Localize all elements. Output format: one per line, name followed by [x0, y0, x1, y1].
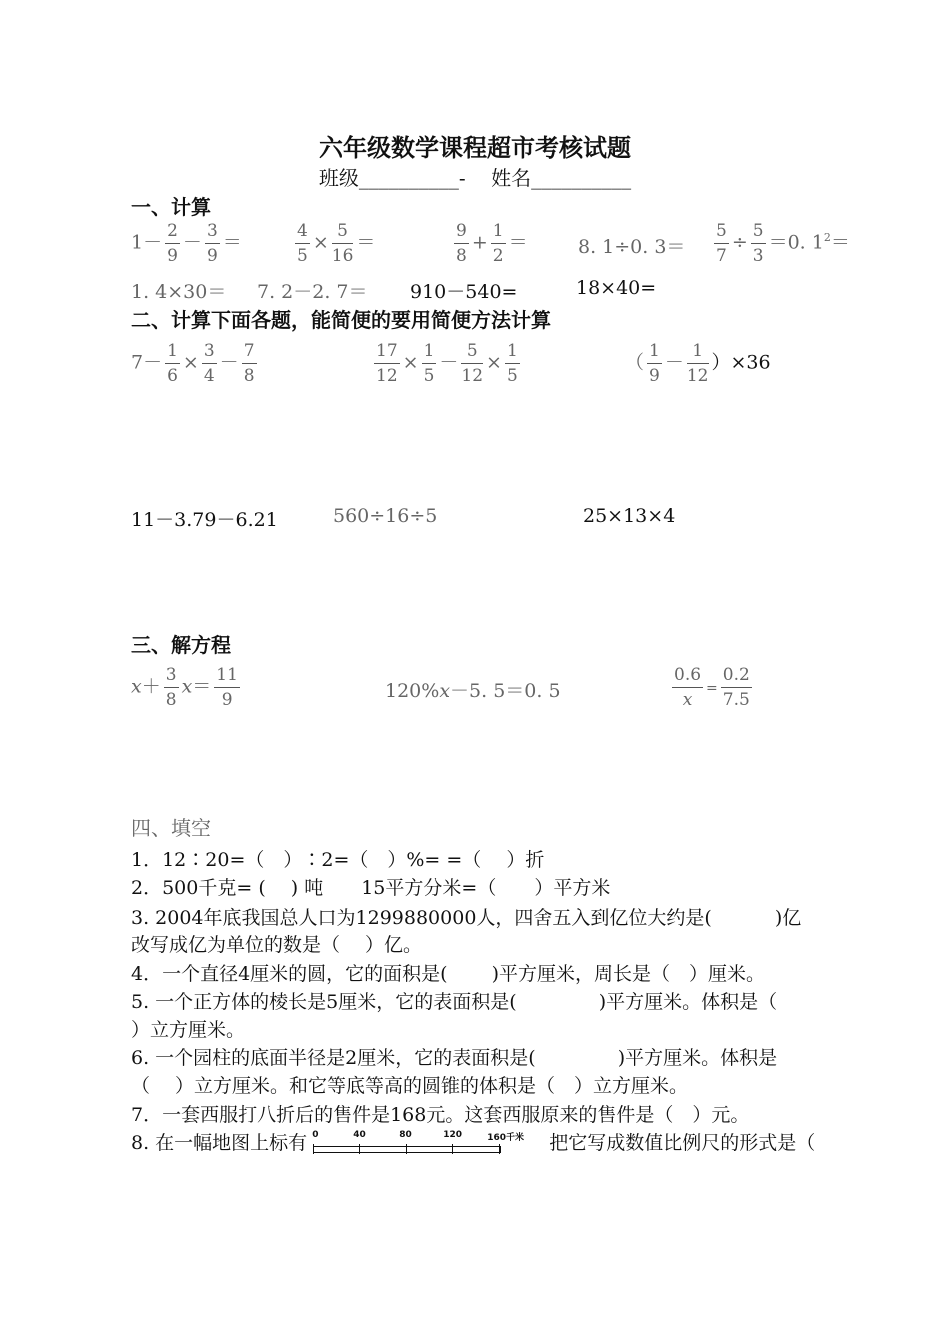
calc-expr-3: $\frac{9}{8}$ + $\frac{1}{2}$ ＝: [456, 221, 528, 266]
fill-item-4: 4．一个直径4厘米的圆，它的面积是( )平方厘米，周长是（ ）厘米。: [131, 963, 766, 985]
scale-label: 40: [353, 1130, 366, 1140]
fill-item-5: 5. 一个正方体的棱长是5厘米，它的表面积是( )平方厘米。体积是（: [131, 991, 778, 1013]
simplify-expr-5: 560÷16÷5: [333, 505, 438, 527]
fraction: $\frac{3}{8}$: [165, 665, 177, 710]
simplify-expr-2: $\frac{17}{12}$ × $\frac{1}{5}$ － $\frac{5}{12}$ × $\frac{1}{5}$: [376, 341, 518, 386]
calc-expr-1: 1－ $\frac{2}{9}$ － $\frac{3}{9}$ ＝: [131, 221, 242, 266]
fraction: $\frac{2}{9}$: [167, 221, 178, 266]
fill-item-1: 1．12∶20=（ ）∶2=（ ）%= =（ ）折: [131, 849, 545, 871]
section1-heading: 一、计算: [131, 195, 211, 219]
fraction: $\frac{3}{9}$: [206, 221, 218, 266]
fraction: $\frac{1}{12}$: [686, 341, 709, 386]
scale-bar-line: [313, 1146, 501, 1153]
fraction: $\frac{1}{2}$: [492, 221, 504, 266]
fill-item-2: 2．500千克= ( ) 吨 15平方分米=（ ）平方米: [131, 877, 611, 899]
calc-expr-7: 7. 2－2. 7＝: [257, 281, 368, 303]
name-blank: __________: [531, 166, 632, 190]
calc-expr-4: 8. 1÷0. 3＝: [578, 236, 686, 258]
fill-item-3: 3. 2004年底我国总人口为1299880000人，四舍五入到亿位大约是( )亿: [131, 907, 802, 929]
fraction: $\frac{7}{8}$: [243, 341, 255, 386]
simplify-expr-4: 11－3.79－6.21: [131, 509, 278, 531]
calc-expr-6: 1. 4×30＝: [131, 281, 227, 303]
student-info-line: [0, 162, 950, 191]
fill-item-6-cont: （ ）立方厘米。和它等底等高的圆锥的体积是（ ）立方厘米。: [131, 1075, 689, 1097]
scale-label: 80: [399, 1130, 412, 1140]
fraction: $\frac{1}{9}$: [649, 341, 660, 386]
calc-expr-8: 910－540=: [410, 281, 518, 303]
fraction: $\frac{0.2}{7.5}$: [722, 665, 750, 710]
fraction: $\frac{3}{4}$: [203, 341, 215, 386]
scale-label: 160千米: [487, 1133, 525, 1143]
page-title: 六年级数学课程超市考核试题: [319, 133, 631, 162]
class-label: 班级: [318, 166, 359, 190]
equation-1: x＋ $\frac{3}{8}$ x＝ $\frac{11}{9}$: [131, 665, 238, 710]
fraction: $\frac{4}{5}$: [297, 221, 308, 266]
section4-heading: 四、填空: [131, 816, 211, 840]
fraction: $\frac{17}{12}$: [376, 341, 398, 386]
scale-label: 0: [312, 1130, 319, 1140]
fraction: $\frac{5}{7}$: [716, 221, 727, 266]
calc-expr-5: $\frac{5}{7}$ ÷ $\frac{5}{3}$ ＝0. $1^2=$: [716, 221, 850, 266]
section3-heading: 三、解方程: [131, 633, 231, 657]
fraction: $\frac{0.6}{x}$: [674, 665, 702, 710]
fill-item-8: 8. 在一幅地图上标有 0 40 80 120 160千米 把它写成数值比例尺的形式是（: [131, 1130, 816, 1154]
fraction: $\frac{11}{9}$: [216, 665, 238, 710]
simplify-expr-3: （ $\frac{1}{9}$ － $\frac{1}{12}$ ）×36: [625, 341, 771, 386]
fraction: $\frac{5}{3}$: [752, 221, 764, 266]
class-blank: __________-: [358, 166, 466, 190]
scale-label: 120: [443, 1130, 463, 1140]
fill-item-7: 7．一套西服打八折后的售件是168元。这套西服原来的售件是（ ）元。: [131, 1104, 750, 1126]
fraction: $\frac{5}{16}$: [331, 221, 354, 266]
calc-expr-2: $\frac{4}{5}$ × $\frac{5}{16}$ ＝: [297, 221, 376, 266]
map-scale-bar: [313, 1132, 543, 1156]
fill-item-6: 6. 一个园柱的底面半径是2厘米，它的表面积是( )平方厘米。体积是: [131, 1047, 778, 1069]
equation-3: $\frac{0.6}{x}$ = $\frac{0.2}{7.5}$: [674, 665, 750, 710]
name-label: 姓名: [491, 166, 532, 190]
fraction: $\frac{5}{12}$: [461, 341, 484, 386]
fraction: $\frac{9}{8}$: [456, 221, 467, 266]
fraction: $\frac{1}{5}$: [506, 341, 518, 386]
simplify-expr-1: 7－ $\frac{1}{6}$ × $\frac{3}{4}$ － $\frac{7}{8}$: [131, 341, 255, 386]
calc-expr-9: 18×40=: [576, 277, 657, 299]
fraction: $\frac{1}{6}$: [167, 341, 178, 386]
equation-2: 120%x－5. 5＝0. 5: [385, 680, 561, 702]
fill-item-3-cont: 改写成亿为单位的数是（ ）亿。: [131, 934, 423, 956]
section2-heading: 二、计算下面各题，能简便的要用简便方法计算: [131, 308, 551, 332]
fill-item-5-cont: ）立方厘米。: [131, 1019, 246, 1041]
simplify-expr-6: 25×13×4: [583, 505, 676, 527]
fraction: $\frac{1}{5}$: [423, 341, 435, 386]
